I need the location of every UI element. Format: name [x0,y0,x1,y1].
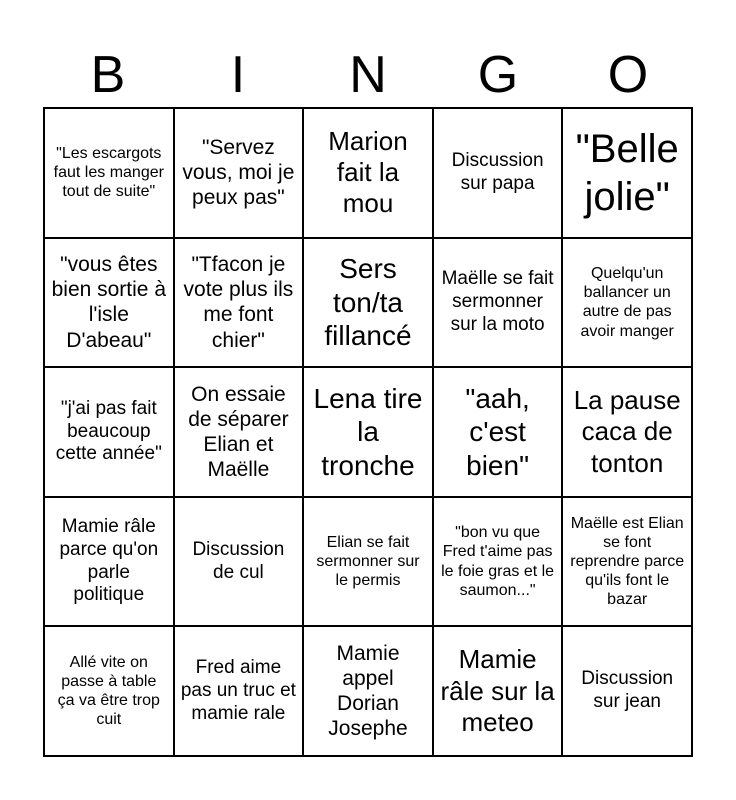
bingo-cell[interactable] [562,108,692,238]
bingo-cell-text: On essaie de séparer Elian et Maëlle [188,382,289,482]
header-letter-g: G [477,46,519,104]
bingo-cell-text: "Les escargots faut les manger tout de suite" [53,145,164,201]
header-letter-o: O [607,46,649,104]
bingo-cell[interactable] [562,367,692,497]
bingo-cell[interactable] [562,497,692,627]
bingo-card [43,107,693,757]
bingo-cell-text: Mamie appel Dorian Josephe [328,641,408,741]
bingo-cell[interactable] [174,626,304,756]
bingo-cell[interactable] [44,108,174,238]
bingo-cell-text: Maëlle est Elian se font reprendre parce qu'ils font le bazar [570,514,685,609]
bingo-cell-text: Discussion sur jean [581,668,674,713]
bingo-cell-text: La pause caca de tonton [573,385,681,478]
bingo-cell[interactable] [433,238,563,368]
bingo-cell-text: "Belle jolie" [575,126,679,219]
bingo-cell-text: "vous êtes bien sortie à l'isle D'abeau" [51,253,166,352]
bingo-cell[interactable] [174,367,304,497]
bingo-cell-text: "j'ai pas fait beaucoup cette année" [55,397,162,465]
header-letter-b: B [90,46,126,104]
bingo-cell-text: "Tfacon je vote plus ils me font chier" [183,253,294,352]
bingo-cell[interactable] [562,238,692,368]
bingo-cell-text: Elian se fait sermonner sur le permis [316,533,420,590]
bingo-cell[interactable] [433,367,563,497]
bingo-cell-text: Quelqu'un ballancer un autre de pas avoir manger [580,265,674,340]
bingo-cell-text: Lena tire la tronche [313,382,423,481]
bingo-cell[interactable] [433,626,563,756]
bingo-cell[interactable] [303,626,433,756]
header-letter-n: N [349,46,387,104]
bingo-cell[interactable] [562,626,692,756]
bingo-cell-text: "Servez vous, moi je peux pas" [182,136,295,210]
bingo-cell[interactable] [44,238,174,368]
bingo-cell-text: Mamie râle parce qu'on parle politique [59,516,159,606]
bingo-cell[interactable] [44,367,174,497]
bingo-cell[interactable] [174,497,304,627]
bingo-cell[interactable] [174,108,304,238]
bingo-cell-text: Sers ton/ta fillancé [324,253,412,352]
bingo-cell-text: Allé vite on passe à table ça va être trop cuit [57,653,160,729]
bingo-cell[interactable] [303,238,433,368]
header-letter-i: I [230,46,246,104]
bingo-cell-text: Mamie râle sur la meteo [440,644,555,737]
bingo-cell-text: Marion fait la mou [328,126,408,219]
bingo-cell-text: "aah, c'est bien" [465,382,530,481]
bingo-cell-text: Discussion sur papa [451,150,544,194]
bingo-cell[interactable] [433,108,563,238]
bingo-cell[interactable] [44,497,174,627]
bingo-cell-text: Discussion de cul [192,538,285,583]
bingo-cell-text: Fred aime pas un truc et mamie rale [180,657,296,724]
bingo-cell-text: "bon vu que Fred t'aime pas le foie gras et le saumon..." [441,524,555,599]
bingo-cell[interactable] [174,238,304,368]
bingo-cell[interactable] [303,367,433,497]
bingo-cell[interactable] [44,626,174,756]
bingo-cell-text: Maëlle se fait sermonner sur la moto [441,268,554,335]
bingo-cell[interactable] [303,497,433,627]
bingo-cell[interactable] [433,497,563,627]
bingo-header [43,44,693,106]
bingo-cell[interactable] [303,108,433,238]
